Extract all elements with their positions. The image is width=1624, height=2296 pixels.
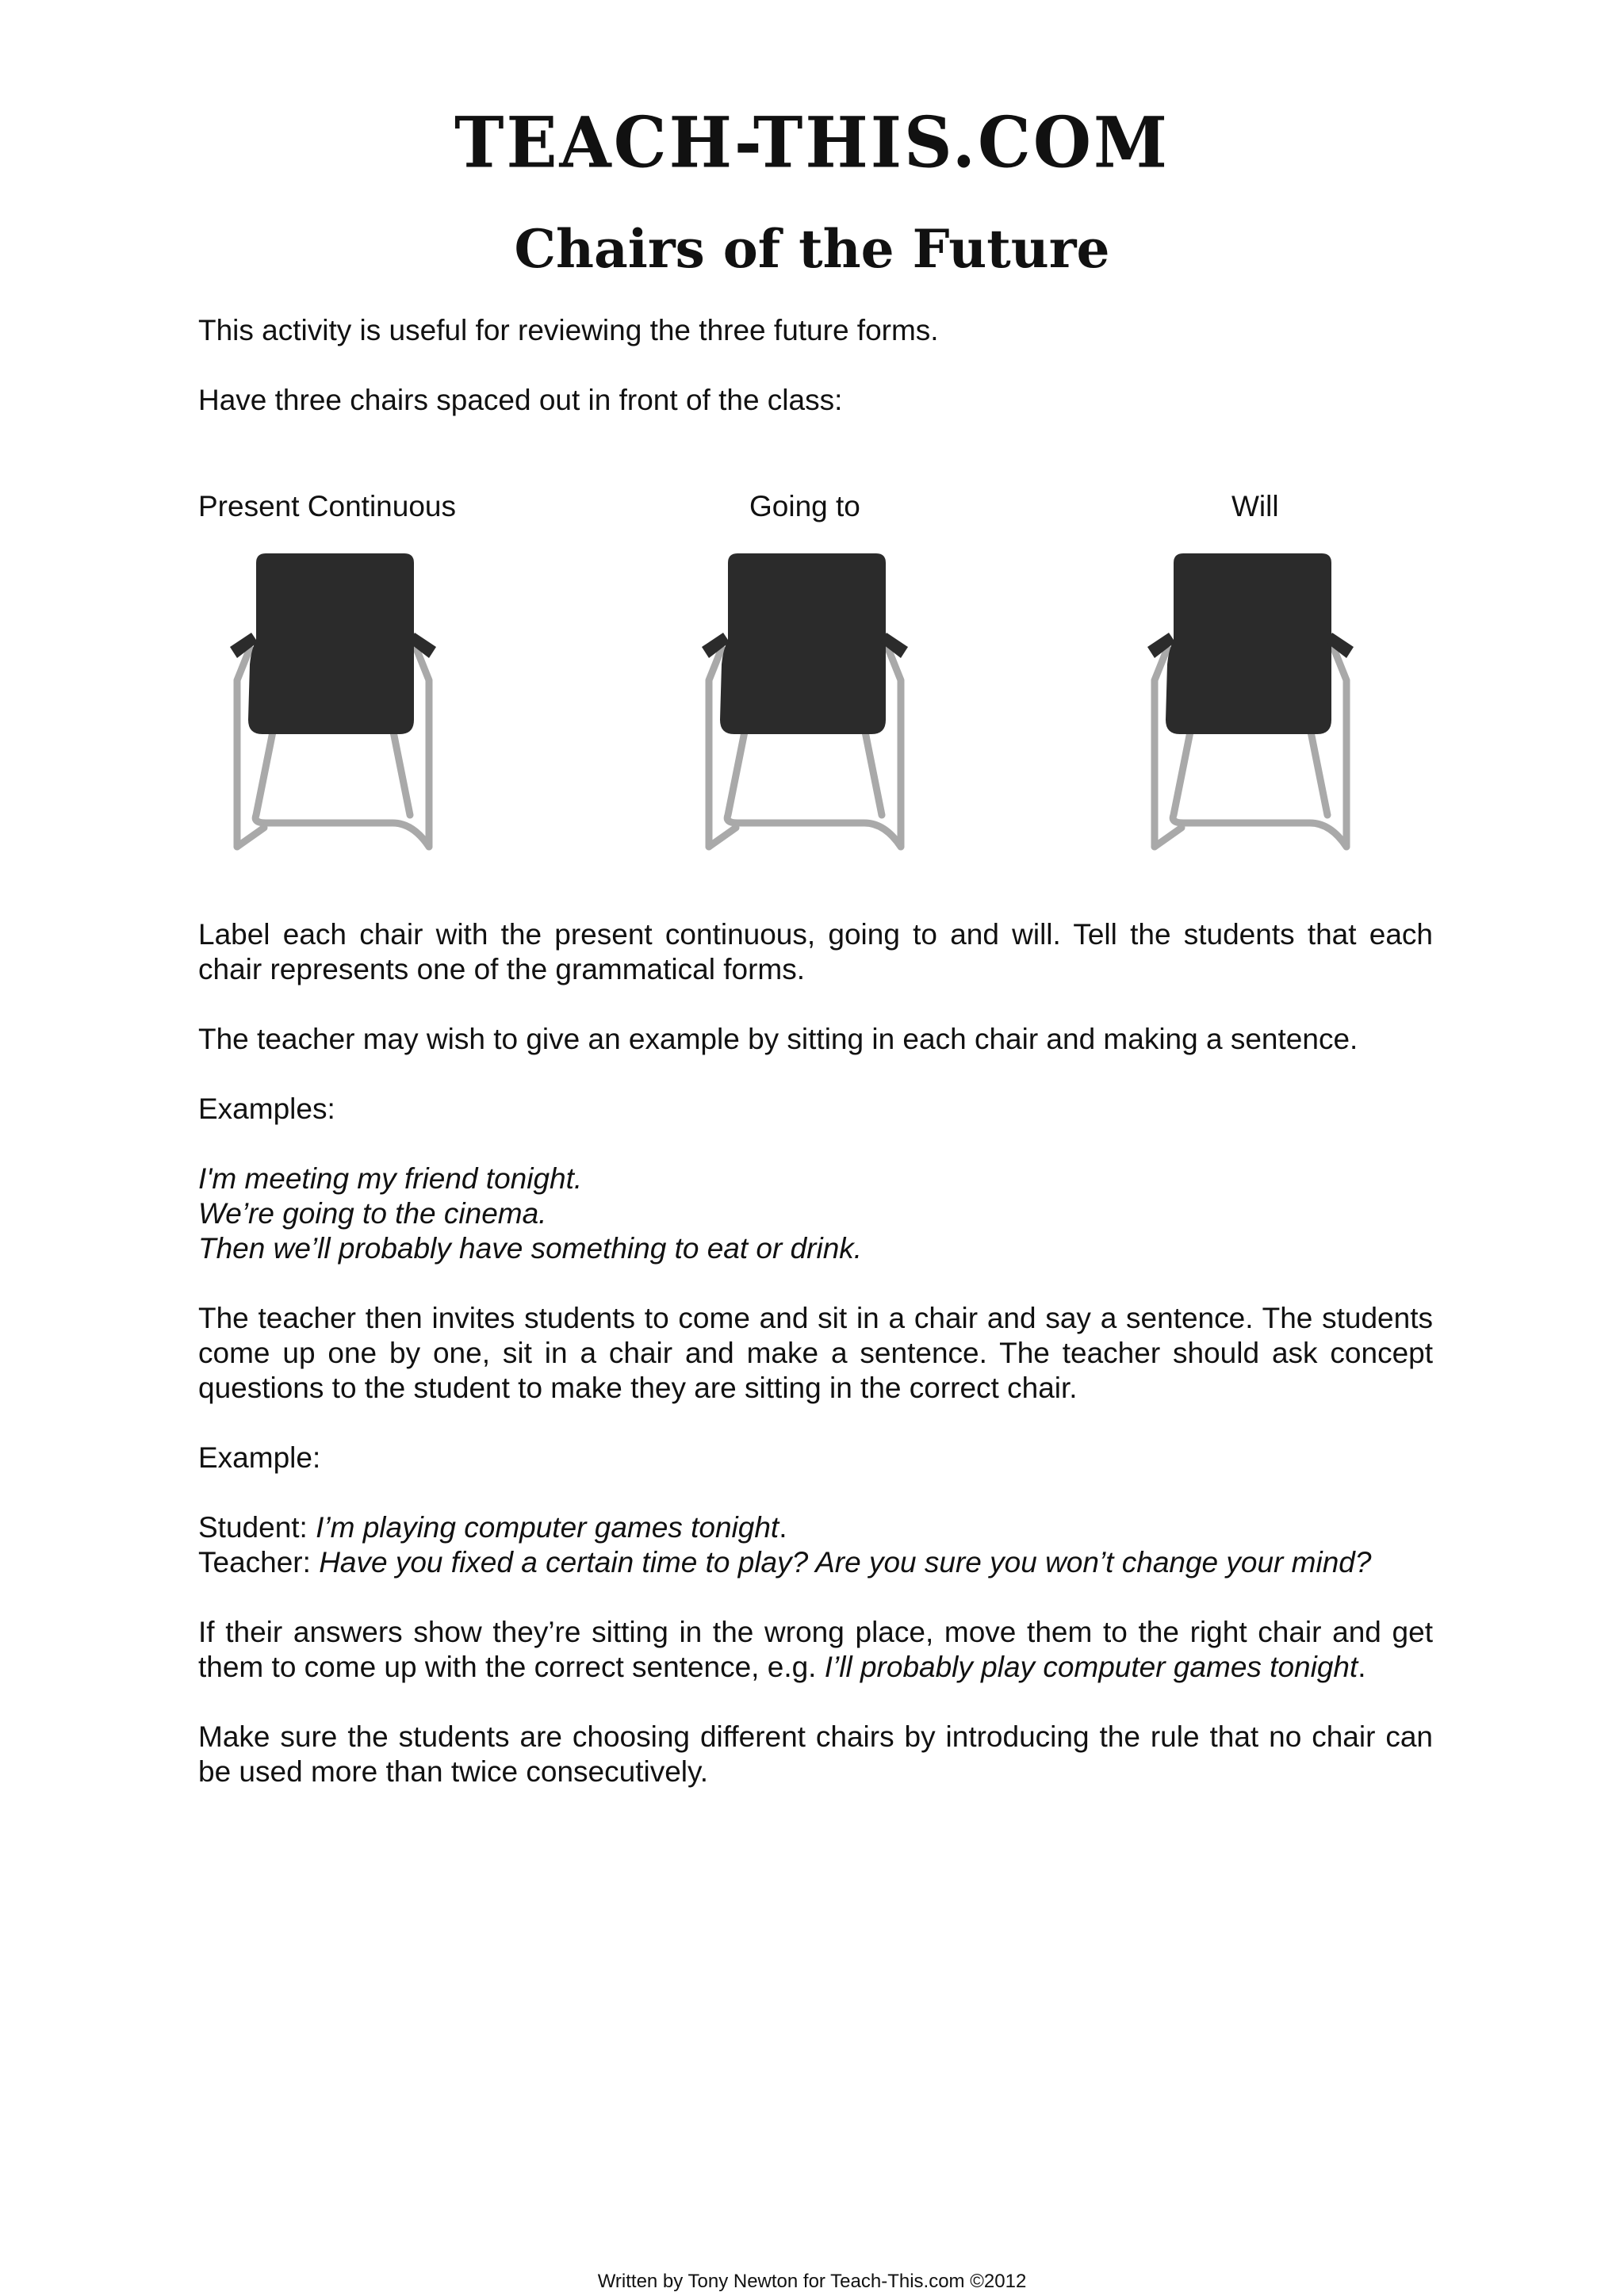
body-section bbox=[198, 917, 1433, 1789]
chair-label-will: Will bbox=[1231, 490, 1279, 522]
chair-graphic bbox=[698, 553, 912, 855]
teacher-example-paragraph: The teacher may wish to give an example by sitting in each chair and making a sentence. bbox=[198, 1023, 1358, 1055]
dialogue bbox=[198, 1510, 1433, 1580]
footer-credit: Written by Tony Newton for Teach-This.com ©2012 bbox=[597, 2271, 1027, 2292]
rule-paragraph: Make sure the students are choosing different chairs by introducing the rule that no chair can be used more than twice consecutively. bbox=[198, 1720, 1433, 1788]
chair-graphic bbox=[226, 553, 440, 855]
wrong-place-paragraph: If their answers show they’re sitting in the wrong place, move them to the right chair and get them to come up with the correct sentence, e.g. I’ll probably play computer games tonight. bbox=[198, 1616, 1433, 1683]
examples-list bbox=[198, 1161, 1433, 1266]
chair-icon bbox=[1143, 553, 1358, 855]
example-heading: Example: bbox=[198, 1441, 321, 1474]
site-title: TEACH-THIS.COM bbox=[454, 101, 1170, 184]
example-sentence: We’re going to the cinema. bbox=[198, 1197, 547, 1230]
example-sentence: I'm meeting my friend tonight. bbox=[198, 1162, 583, 1195]
chair-icon bbox=[698, 553, 912, 855]
intro-paragraph: This activity is useful for reviewing the three future forms. bbox=[198, 314, 939, 346]
chair-graphic bbox=[1143, 553, 1358, 855]
instruction-paragraph: Have three chairs spaced out in front of the class: bbox=[198, 384, 843, 416]
examples-heading: Examples: bbox=[198, 1093, 335, 1125]
intro-section bbox=[198, 313, 1433, 418]
teacher-line: Teacher: Have you fixed a certain time to play? Are you sure you won’t change your mind? bbox=[198, 1546, 1372, 1578]
student-line: Student: I’m playing computer games tonight. bbox=[198, 1511, 787, 1544]
chair-label-present-continuous: Present Continuous bbox=[198, 490, 456, 522]
document-title: Chairs of the Future bbox=[514, 218, 1110, 280]
label-instruction-paragraph: Label each chair with the present continuous, going to and will. Tell the students that each chair represents one of the grammatical forms. bbox=[198, 918, 1433, 985]
chair-label-going-to: Going to bbox=[749, 490, 860, 522]
example-sentence: Then we’ll probably have something to eat or drink. bbox=[198, 1232, 863, 1265]
chair-icon bbox=[226, 553, 440, 855]
invite-students-paragraph: The teacher then invites students to come and sit in a chair and say a sentence. The students come up one by one, sit in a chair and make a sentence. The teacher should ask concept questions to the student to make they are sitting in the correct chair. bbox=[198, 1302, 1433, 1404]
